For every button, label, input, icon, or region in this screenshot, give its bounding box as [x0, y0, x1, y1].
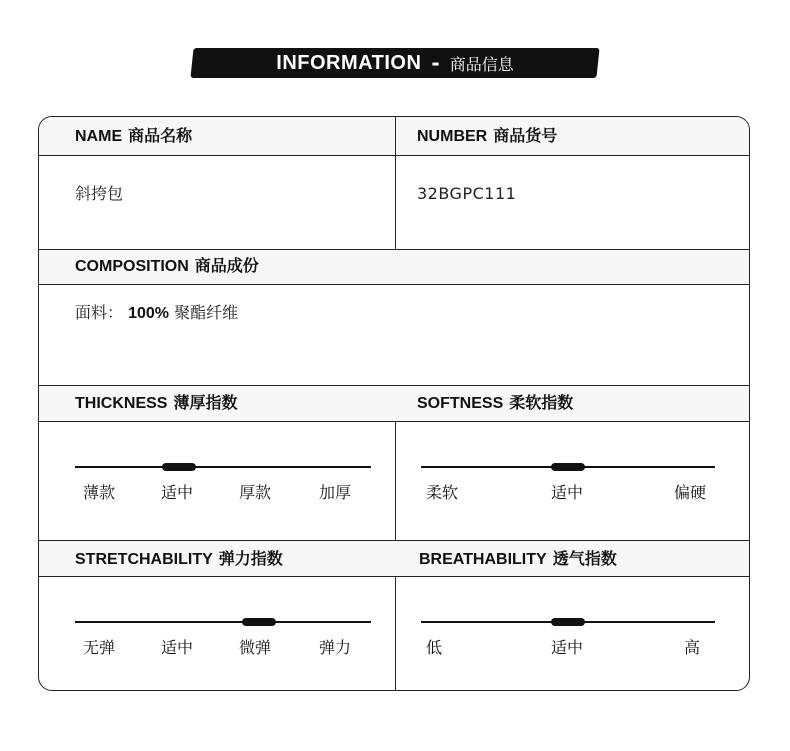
composition-label-en: COMPOSITION: [75, 258, 189, 275]
composition-percent: 100%: [128, 305, 170, 322]
composition-label-zh: 商品成份: [194, 256, 259, 275]
thickness-scale-track: [75, 466, 371, 468]
column-divider: [395, 422, 396, 540]
softness-option: 适中: [550, 483, 584, 502]
row-divider: [39, 540, 749, 541]
breath-label-zh: 透气指数: [552, 549, 617, 568]
thickness-label-zh: 薄厚指数: [173, 393, 238, 412]
thickness-option: 加厚: [318, 483, 352, 502]
stretch-scale-track: [75, 621, 371, 623]
softness-label-en: SOFTNESS: [417, 395, 504, 412]
softness-label-zh: 柔软指数: [509, 393, 574, 412]
breath-label-en: BREATHABILITY: [419, 551, 547, 568]
name-value: 斜挎包: [75, 184, 124, 203]
number-label-zh: 商品货号: [493, 126, 558, 145]
name-label-zh: 商品名称: [128, 126, 193, 145]
breath-option: 适中: [550, 638, 584, 657]
breath-option: 低: [425, 638, 443, 657]
thickness-option: 薄款: [82, 483, 116, 502]
breath-scale-marker: [551, 618, 585, 626]
stretch-heading: [75, 549, 283, 570]
stretch-option: 适中: [160, 638, 194, 657]
name-heading: [75, 126, 192, 147]
number-label-en: NUMBER: [417, 128, 488, 145]
row-divider: [39, 385, 749, 386]
thickness-option: 适中: [160, 483, 194, 502]
stretch-scale-marker: [242, 618, 276, 626]
stretch-option: 无弹: [82, 638, 116, 657]
softness-option: 柔软: [425, 483, 459, 502]
composition-heading: [75, 256, 259, 277]
name-label-en: NAME: [75, 128, 123, 145]
stretch-label-en: STRETCHABILITY: [75, 551, 213, 568]
stretch-label-zh: 弹力指数: [218, 549, 283, 568]
softness-option: 偏硬: [673, 483, 707, 502]
breath-option: 高: [683, 638, 701, 657]
banner-separator: -: [431, 51, 440, 75]
stretch-option: 弹力: [318, 638, 352, 657]
info-table: [38, 116, 750, 691]
thickness-option: 厚款: [238, 483, 272, 502]
breath-heading: [419, 549, 617, 570]
banner-title-en: INFORMATION: [276, 51, 422, 74]
column-divider: [395, 577, 396, 691]
number-heading: [417, 126, 557, 147]
number-value: 32BGPC111: [417, 184, 517, 203]
column-divider: [395, 117, 396, 249]
thickness-label-en: THICKNESS: [75, 395, 168, 412]
row-divider: [39, 249, 749, 250]
softness-heading: [417, 393, 573, 414]
composition-value: [75, 303, 238, 324]
stretch-option: 微弹: [238, 638, 272, 657]
title-banner: [192, 48, 598, 78]
composition-material: 聚酯纤维: [174, 303, 239, 322]
composition-prefix: 面料：: [75, 303, 124, 322]
thickness-scale-marker: [162, 463, 196, 471]
banner-title-zh: 商品信息: [449, 54, 514, 74]
softness-scale-marker: [551, 463, 585, 471]
thickness-heading: [75, 393, 237, 414]
